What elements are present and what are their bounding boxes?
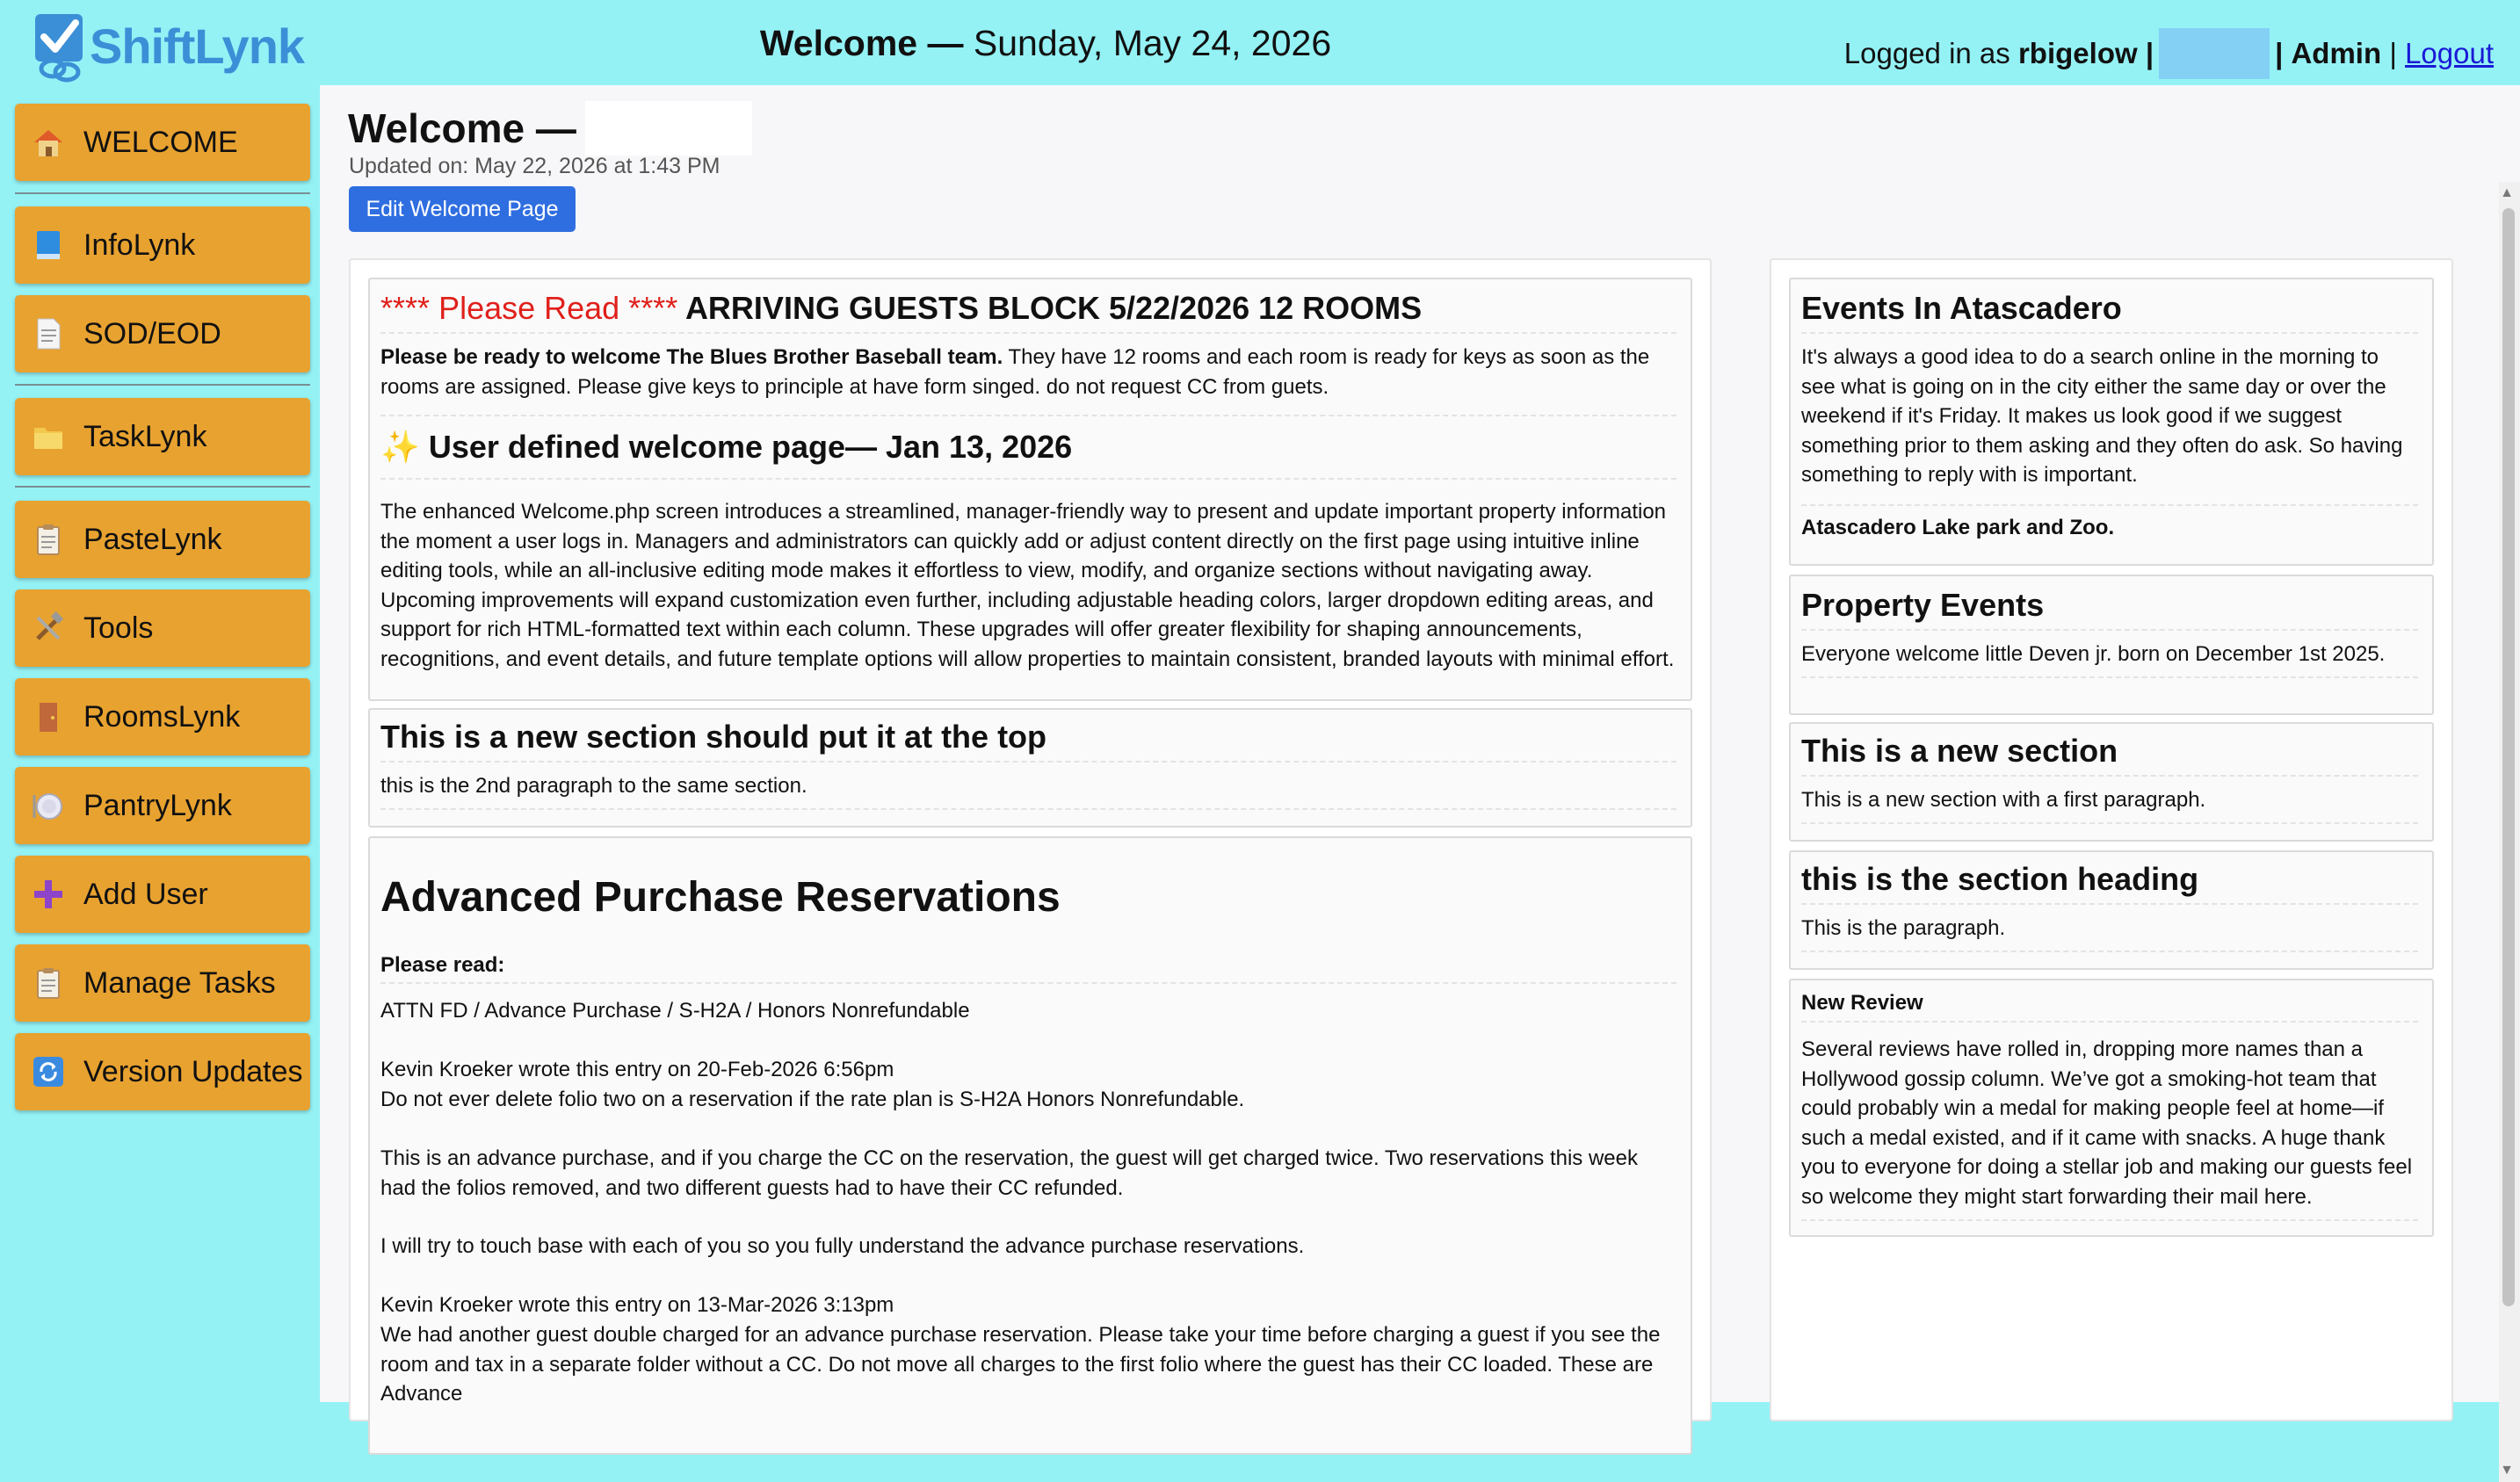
section-card [1789,979,2434,1237]
edit-welcome-page-button[interactable]: Edit Welcome Page [349,186,576,232]
sidebar-item-label: PantryLynk [83,788,232,822]
scroll-up-icon[interactable]: ▲ [2500,185,2514,200]
sidebar-item-roomslynk[interactable] [15,678,310,755]
section-paragraph [380,343,1676,401]
section-paragraph: Do not ever delete folio two on a reservation if the rate plan is S-H2A Honors Nonrefundable. [380,1088,1245,1111]
scrollbar[interactable] [2499,182,2520,1482]
redacted-field [2159,28,2270,79]
section-paragraph: Kevin Kroeker wrote this entry on 20-Feb-2026 6:56pm [380,1058,894,1081]
divider [1801,822,2418,824]
document-icon [31,316,66,351]
separator: | [2389,37,2397,69]
sidebar-item-label: Add User [83,877,208,911]
book-icon [31,228,66,263]
section-paragraph: Atascadero Lake park and Zoo. [1801,516,2115,539]
section-heading: Property Events [1801,587,2045,623]
section-heading [380,290,1422,327]
updated-timestamp: Updated on: May 22, 2026 at 1:43 PM [349,154,721,178]
divider [1801,1021,2418,1023]
sidebar-item-sod-eod[interactable] [15,295,310,372]
subheading-text: User defined welcome page— Jan 13, 2026 [428,429,1073,465]
section-card [1789,722,2434,842]
section-card [368,708,1692,828]
sidebar-divider [15,384,310,386]
scroll-thumb[interactable] [2502,208,2515,1306]
section-heading: This is a new section should put it at the top [380,719,1047,755]
divider [1801,903,2418,905]
section-paragraph: Everyone welcome little Deven jr. born on December 1st 2025. [1801,642,2386,666]
section-card [368,278,1692,701]
sidebar-item-pastelynk[interactable] [15,501,310,578]
page-title-text: Welcome — [348,105,576,151]
paragraph-text: They have 12 rooms and each room is ready for keys as soon as the rooms are assigned. Please give keys to principle at have form singed. do not request CC from guets. [380,345,1650,399]
divider [1801,629,2418,631]
separator: | [2275,37,2284,69]
page-title [348,101,752,155]
please-read-label: Please read: [380,953,505,977]
please-read-label: Please Read [438,290,620,326]
sidebar-item-tasklynk[interactable] [15,398,310,475]
divider [380,761,1676,763]
subheading [380,429,1072,466]
section-paragraph: Several reviews have rolled in, dropping more names than a Hollywood gossip column. We’ve got a smoking-hot team that could probably win a medal for making people feel at home—if such a medal existed, and if it came with snacks. A huge thank you to everyone for doing a stellar job and making our guests feel so welcome they might start forwarding their mail here. [1801,1037,2413,1209]
divider [1801,676,2418,678]
divider [380,808,1676,810]
logged-in-label: Logged in as [1843,37,2010,69]
sidebar-item-label: WELCOME [83,125,238,159]
sidebar-item-infolynk[interactable] [15,206,310,284]
door-icon [31,699,66,734]
heading-text: ARRIVING GUESTS BLOCK 5/22/2026 12 ROOMS [684,290,1423,326]
divider [1801,332,2418,334]
sidebar-item-label: SOD/EOD [83,316,221,351]
section-card [368,836,1692,1455]
divider [380,982,1676,984]
section-heading: this is the section heading [1801,861,2199,897]
sidebar-item-label: InfoLynk [83,228,196,262]
section-heading: Events In Atascadero [1801,290,2122,326]
user-role: Admin [2291,37,2382,69]
sidebar [0,85,320,1402]
header-welcome [0,23,2091,64]
plate-icon [31,788,66,823]
sidebar-item-label: RoomsLynk [83,699,241,734]
clipboard-icon [31,522,66,557]
main-content [320,85,2520,1478]
divider [1801,951,2418,952]
divider [1801,1219,2418,1221]
section-card [1789,850,2434,970]
section-paragraph: The enhanced Welcome.php screen introduces a streamlined, manager-friendly way to present and update important property information the moment a user logs in. Managers and administrators can quickly add or adjust content directly on the first page using intuitive inline editing tools, while an all-inclusive editing mode makes it effortless to view, modify, and organize sections without navigating away. Upcoming improvements will expand customization even further, including adjustable heading colors, larger dropdown editing areas, and support for rich HTML-formatted text within each column. These upgrades will offer greater flexibility for shaping announcements, recognitions, and event details, and future template options will allow properties to maintain consistent, branded layouts with minimal effort. [380,500,1675,671]
house-icon [31,125,66,160]
left-column [349,258,1712,1421]
header-greeting: Welcome — [759,23,964,63]
tools-icon [31,611,66,646]
username: rbigelow [2017,37,2138,69]
stars: **** [380,290,431,326]
plus-icon [31,877,66,912]
section-paragraph: this is the 2nd paragraph to the same section. [380,774,807,798]
sidebar-item-version-updates[interactable] [15,1033,310,1110]
header-date: Sunday, May 24, 2026 [973,23,1332,63]
clipboard-icon [31,965,66,1001]
section-paragraph: ATTN FD / Advance Purchase / S-H2A / Honors Nonrefundable [380,999,970,1023]
folder-icon [31,419,66,454]
divider [380,478,1676,480]
section-heading: New Review [1801,991,1923,1015]
right-column [1770,258,2453,1421]
section-heading: Advanced Purchase Reservations [380,874,1061,921]
divider [1801,775,2418,777]
sparkle-icon: ✨ [380,429,420,465]
sidebar-item-add-user[interactable] [15,856,310,933]
redacted-field [585,101,752,155]
divider [1801,504,2418,506]
section-card [1789,575,2434,715]
divider [380,415,1676,416]
sidebar-divider [15,192,310,194]
section-card [1789,278,2434,566]
sidebar-item-label: Tools [83,611,154,645]
section-paragraph: We had another guest double charged for an advance purchase reservation. Please take your time before charging a guest if you see the room and tax in a separate folder without a CC. Do not move all charges to the first folio where the guest has their CC loaded. These are Advance [380,1323,1661,1406]
sidebar-item-label: TaskLynk [83,419,207,453]
sidebar-item-label: PasteLynk [83,522,222,556]
section-paragraph: It's always a good idea to do a search online in the morning to see what is going on in the city either the same day or over the weekend if it's Friday. It makes us look good if we suggest something prior to them asking and they often do ask. So having something to reply with is important. [1801,345,2403,487]
sidebar-item-tools[interactable] [15,589,310,667]
section-paragraph: This is a new section with a first paragraph. [1801,788,2206,812]
sidebar-item-manage-tasks[interactable] [15,944,310,1022]
top-header [0,0,2520,85]
section-heading: This is a new section [1801,733,2118,769]
app-name: ShiftLynk [90,18,305,74]
divider [380,332,1676,334]
sidebar-item-welcome[interactable] [15,104,310,181]
refresh-icon [31,1054,66,1089]
logout-link[interactable]: Logout [2405,37,2494,69]
stars: **** [628,290,678,326]
login-info [1844,28,2494,79]
scroll-down-icon[interactable]: ▼ [2500,1463,2514,1478]
sidebar-divider [15,486,310,488]
sidebar-item-label: Manage Tasks [83,965,276,1000]
section-paragraph: This is an advance purchase, and if you charge the CC on the reservation, the guest will get charged twice. Two reservations this week had the folios removed, and two different guests had to have their CC refunded. [380,1146,1638,1200]
section-paragraph: This is the paragraph. [1801,916,2006,940]
separator: | [2145,37,2154,69]
bold-lead: Please be ready to welcome The Blues Brother Baseball team. [380,345,1003,369]
sidebar-item-pantrylynk[interactable] [15,767,310,844]
section-paragraph: Kevin Kroeker wrote this entry on 13-Mar-2026 3:13pm [380,1293,894,1317]
section-paragraph: I will try to touch base with each of you so you fully understand the advance purchase reservations. [380,1234,1305,1258]
sidebar-item-label: Version Updates [83,1054,303,1088]
